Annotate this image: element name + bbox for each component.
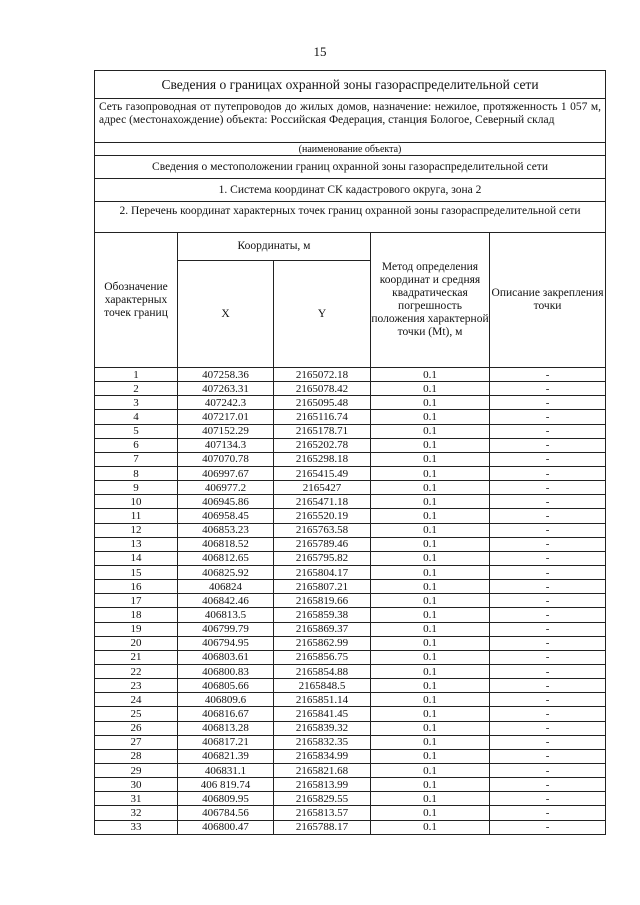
- cell-mt: 0.1: [371, 523, 490, 537]
- cell-fixing: -: [490, 806, 606, 820]
- cell-point-number: 5: [95, 424, 178, 438]
- cell-mt: 0.1: [371, 594, 490, 608]
- location-heading: Сведения о местоположении границ охранной зоны газораспределительной сети: [95, 156, 606, 179]
- points-list-heading: 2. Перечень координат характерных точек границ охранной зоны газораспределительной сети: [95, 202, 606, 233]
- table-row: [95, 509, 606, 523]
- cell-mt: 0.1: [371, 537, 490, 551]
- cell-x: 406821.39: [178, 749, 274, 763]
- cell-mt: 0.1: [371, 438, 490, 452]
- cell-fixing: -: [490, 792, 606, 806]
- cell-y: 2165471.18: [274, 495, 371, 509]
- table-row: [95, 523, 606, 537]
- table-row: [95, 778, 606, 792]
- cell-x: 406831.1: [178, 763, 274, 777]
- cell-fixing: -: [490, 735, 606, 749]
- cell-point-number: 27: [95, 735, 178, 749]
- cell-y: 2165298.18: [274, 452, 371, 466]
- cell-fixing: -: [490, 622, 606, 636]
- table-row: [95, 792, 606, 806]
- cell-fixing: -: [490, 565, 606, 579]
- cell-y: 2165854.88: [274, 664, 371, 678]
- cell-mt: 0.1: [371, 368, 490, 382]
- cell-fixing: -: [490, 495, 606, 509]
- cell-point-number: 24: [95, 693, 178, 707]
- cell-y: 2165813.57: [274, 806, 371, 820]
- cell-point-number: 3: [95, 396, 178, 410]
- cell-x: 406977.2: [178, 481, 274, 495]
- table-row: [95, 452, 606, 466]
- cell-y: 2165834.99: [274, 749, 371, 763]
- cell-point-number: 6: [95, 438, 178, 452]
- cell-x: 406784.56: [178, 806, 274, 820]
- table-row: [95, 650, 606, 664]
- cell-fixing: -: [490, 452, 606, 466]
- cell-y: 2165788.17: [274, 820, 371, 834]
- header-coordinates: Координаты, м: [178, 233, 371, 261]
- header-y: Y: [274, 261, 371, 368]
- cell-point-number: 33: [95, 820, 178, 834]
- cell-x: 406803.61: [178, 650, 274, 664]
- table-row: [95, 721, 606, 735]
- cell-y: 2165869.37: [274, 622, 371, 636]
- cell-mt: 0.1: [371, 707, 490, 721]
- cell-x: 407258.36: [178, 368, 274, 382]
- table-row: [95, 424, 606, 438]
- cell-point-number: 22: [95, 664, 178, 678]
- cell-point-number: 28: [95, 749, 178, 763]
- cell-point-number: 20: [95, 636, 178, 650]
- cell-y: 2165807.21: [274, 580, 371, 594]
- table-row: [95, 495, 606, 509]
- cell-x: 407263.31: [178, 382, 274, 396]
- cell-y: 2165856.75: [274, 650, 371, 664]
- cell-x: 406818.52: [178, 537, 274, 551]
- document-title: Сведения о границах охранной зоны газораспределительной сети: [95, 71, 606, 99]
- cell-y: 2165829.55: [274, 792, 371, 806]
- cell-x: 406853.23: [178, 523, 274, 537]
- cell-x: 407217.01: [178, 410, 274, 424]
- cell-x: 407134.3: [178, 438, 274, 452]
- cell-mt: 0.1: [371, 679, 490, 693]
- cell-x: 406824: [178, 580, 274, 594]
- table-row: [95, 693, 606, 707]
- cell-point-number: 32: [95, 806, 178, 820]
- cell-mt: 0.1: [371, 664, 490, 678]
- cell-y: 2165859.38: [274, 608, 371, 622]
- cell-fixing: -: [490, 523, 606, 537]
- cell-point-number: 17: [95, 594, 178, 608]
- table-row: [95, 707, 606, 721]
- cell-fixing: -: [490, 382, 606, 396]
- table-row: [95, 664, 606, 678]
- cell-y: 2165763.58: [274, 523, 371, 537]
- cell-mt: 0.1: [371, 778, 490, 792]
- cell-fixing: -: [490, 778, 606, 792]
- cell-y: 2165851.14: [274, 693, 371, 707]
- cell-fixing: -: [490, 509, 606, 523]
- cell-x: 407070.78: [178, 452, 274, 466]
- table-row: [95, 735, 606, 749]
- cell-x: 406805.66: [178, 679, 274, 693]
- cell-fixing: -: [490, 537, 606, 551]
- cell-mt: 0.1: [371, 650, 490, 664]
- cell-fixing: -: [490, 721, 606, 735]
- cell-point-number: 1: [95, 368, 178, 382]
- cell-point-number: 31: [95, 792, 178, 806]
- cell-y: 2165427: [274, 481, 371, 495]
- cell-point-number: 18: [95, 608, 178, 622]
- header-method: Метод определения координат и средняя квадратическая погрешность положения характерной точки (Mt), м: [371, 233, 490, 368]
- cell-x: 406816.67: [178, 707, 274, 721]
- cell-x: 407242.3: [178, 396, 274, 410]
- cell-x: 406842.46: [178, 594, 274, 608]
- cell-y: 2165821.68: [274, 763, 371, 777]
- cell-y: 2165178.71: [274, 424, 371, 438]
- cell-x: 406794.95: [178, 636, 274, 650]
- cell-point-number: 19: [95, 622, 178, 636]
- cell-y: 2165520.19: [274, 509, 371, 523]
- table-row: [95, 594, 606, 608]
- cell-mt: 0.1: [371, 608, 490, 622]
- table-row: [95, 481, 606, 495]
- cell-x: 406799.79: [178, 622, 274, 636]
- table-row: [95, 763, 606, 777]
- cell-point-number: 7: [95, 452, 178, 466]
- table-row: [95, 622, 606, 636]
- cell-fixing: -: [490, 693, 606, 707]
- cell-point-number: 29: [95, 763, 178, 777]
- cell-point-number: 15: [95, 565, 178, 579]
- cell-point-number: 12: [95, 523, 178, 537]
- cell-y: 2165819.66: [274, 594, 371, 608]
- cell-x: 406825.92: [178, 565, 274, 579]
- cell-mt: 0.1: [371, 396, 490, 410]
- cell-mt: 0.1: [371, 424, 490, 438]
- cell-mt: 0.1: [371, 551, 490, 565]
- cell-y: 2165415.49: [274, 466, 371, 480]
- cell-mt: 0.1: [371, 481, 490, 495]
- cell-y: 2165832.35: [274, 735, 371, 749]
- cell-mt: 0.1: [371, 721, 490, 735]
- cell-fixing: -: [490, 368, 606, 382]
- cell-point-number: 11: [95, 509, 178, 523]
- cell-fixing: -: [490, 749, 606, 763]
- cell-fixing: -: [490, 664, 606, 678]
- cell-fixing: -: [490, 396, 606, 410]
- cell-y: 2165116.74: [274, 410, 371, 424]
- cell-fixing: -: [490, 636, 606, 650]
- cell-fixing: -: [490, 424, 606, 438]
- cell-point-number: 30: [95, 778, 178, 792]
- cell-mt: 0.1: [371, 806, 490, 820]
- cell-mt: 0.1: [371, 495, 490, 509]
- cell-x: 406958.45: [178, 509, 274, 523]
- cell-point-number: 10: [95, 495, 178, 509]
- cell-x: 406817.21: [178, 735, 274, 749]
- cell-point-number: 8: [95, 466, 178, 480]
- cell-fixing: -: [490, 481, 606, 495]
- cell-y: 2165848.5: [274, 679, 371, 693]
- cell-fixing: -: [490, 707, 606, 721]
- cell-mt: 0.1: [371, 509, 490, 523]
- table-row: [95, 410, 606, 424]
- cell-mt: 0.1: [371, 452, 490, 466]
- table-row: [95, 466, 606, 480]
- cell-y: 2165839.32: [274, 721, 371, 735]
- cell-y: 2165804.17: [274, 565, 371, 579]
- cell-x: 406809.6: [178, 693, 274, 707]
- cell-point-number: 23: [95, 679, 178, 693]
- cell-point-number: 2: [95, 382, 178, 396]
- table-row: [95, 679, 606, 693]
- cell-x: 406997.67: [178, 466, 274, 480]
- header-x: X: [178, 261, 274, 368]
- cell-x: 407152.29: [178, 424, 274, 438]
- cell-y: 2165841.45: [274, 707, 371, 721]
- cell-point-number: 13: [95, 537, 178, 551]
- cell-mt: 0.1: [371, 735, 490, 749]
- cell-x: 406812.65: [178, 551, 274, 565]
- cell-fixing: -: [490, 608, 606, 622]
- table-row: [95, 806, 606, 820]
- cell-point-number: 4: [95, 410, 178, 424]
- cell-mt: 0.1: [371, 565, 490, 579]
- cell-mt: 0.1: [371, 580, 490, 594]
- cell-mt: 0.1: [371, 622, 490, 636]
- header-fixing: Описание закрепления точки: [490, 233, 606, 368]
- cell-y: 2165813.99: [274, 778, 371, 792]
- cell-fixing: -: [490, 438, 606, 452]
- table-row: [95, 368, 606, 382]
- cell-fixing: -: [490, 551, 606, 565]
- table-row: [95, 608, 606, 622]
- page-number: 15: [313, 44, 327, 59]
- cell-fixing: -: [490, 820, 606, 834]
- cell-x: 406809.95: [178, 792, 274, 806]
- table-row: [95, 749, 606, 763]
- table-row: [95, 438, 606, 452]
- table-row: [95, 396, 606, 410]
- coordinate-system: 1. Система координат СК кадастрового округа, зона 2: [95, 179, 606, 202]
- cell-fixing: -: [490, 410, 606, 424]
- cell-mt: 0.1: [371, 693, 490, 707]
- table-row: [95, 820, 606, 834]
- cell-point-number: 26: [95, 721, 178, 735]
- cell-x: 406800.83: [178, 664, 274, 678]
- object-caption: (наименование объекта): [95, 143, 606, 156]
- cell-mt: 0.1: [371, 636, 490, 650]
- cell-mt: 0.1: [371, 749, 490, 763]
- cell-x: 406800.47: [178, 820, 274, 834]
- cell-y: 2165789.46: [274, 537, 371, 551]
- cell-mt: 0.1: [371, 466, 490, 480]
- table-row: [95, 580, 606, 594]
- header-point-designation: Обозначение характерных точек границ: [95, 233, 178, 368]
- cell-fixing: -: [490, 650, 606, 664]
- object-description: Сеть газопроводная от путепроводов до жилых домов, назначение: нежилое, протяженность 1 057 м, адрес (местонахождение) объекта: Российская Федерация, станция Бологое, Северный склад: [95, 99, 606, 143]
- cell-point-number: 25: [95, 707, 178, 721]
- cell-y: 2165795.82: [274, 551, 371, 565]
- cell-x: 406813.5: [178, 608, 274, 622]
- table-row: [95, 382, 606, 396]
- cell-point-number: 21: [95, 650, 178, 664]
- cell-x: 406813.28: [178, 721, 274, 735]
- cell-mt: 0.1: [371, 410, 490, 424]
- cell-y: 2165095.48: [274, 396, 371, 410]
- table-row: [95, 551, 606, 565]
- cell-fixing: -: [490, 679, 606, 693]
- cell-fixing: -: [490, 763, 606, 777]
- cell-x: 406945.86: [178, 495, 274, 509]
- cell-fixing: -: [490, 594, 606, 608]
- table-row: [95, 636, 606, 650]
- cell-mt: 0.1: [371, 820, 490, 834]
- cell-y: 2165078.42: [274, 382, 371, 396]
- cell-mt: 0.1: [371, 792, 490, 806]
- cell-mt: 0.1: [371, 763, 490, 777]
- table-row: [95, 565, 606, 579]
- cell-fixing: -: [490, 466, 606, 480]
- cell-y: 2165072.18: [274, 368, 371, 382]
- cell-fixing: -: [490, 580, 606, 594]
- boundary-table: [94, 70, 606, 835]
- cell-mt: 0.1: [371, 382, 490, 396]
- cell-point-number: 14: [95, 551, 178, 565]
- table-row: [95, 537, 606, 551]
- cell-x: 406 819.74: [178, 778, 274, 792]
- cell-y: 2165202.78: [274, 438, 371, 452]
- cell-point-number: 16: [95, 580, 178, 594]
- cell-point-number: 9: [95, 481, 178, 495]
- cell-y: 2165862.99: [274, 636, 371, 650]
